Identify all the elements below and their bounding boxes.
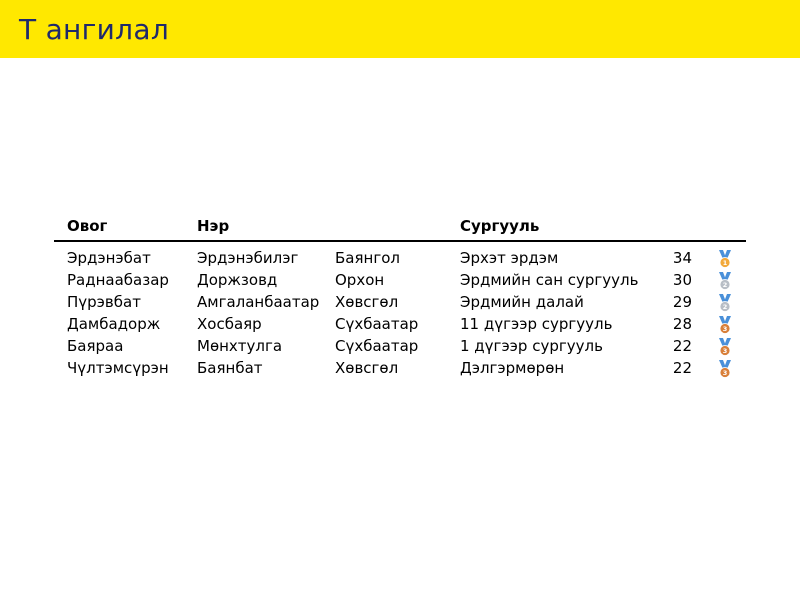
name-cell: Хосбаяр — [197, 315, 262, 333]
table-row — [54, 314, 746, 336]
medal-rank: 2 — [722, 281, 728, 289]
table-header — [54, 213, 746, 242]
medal-icon — [716, 338, 734, 356]
medal-rank: 1 — [722, 259, 728, 267]
table-row — [54, 248, 746, 270]
school-cell: 1 дүгээр сургууль — [460, 337, 603, 355]
surname-cell: Эрдэнэбат — [67, 249, 151, 267]
column-header-name: Нэр — [197, 217, 230, 235]
school-cell: Дэлгэрмөрөн — [460, 359, 565, 377]
aimag-cell: Орхон — [335, 271, 385, 289]
results-table — [54, 213, 746, 380]
table-row — [54, 358, 746, 380]
surname-cell: Баяраа — [67, 337, 124, 355]
score-cell: 28 — [672, 315, 692, 333]
medal-rank: 3 — [722, 369, 728, 377]
school-cell: Эрхэт эрдэм — [460, 249, 559, 267]
aimag-cell: Хөвсгөл — [335, 359, 399, 377]
table-body — [54, 242, 746, 380]
aimag-cell: Сүхбаатар — [335, 337, 419, 355]
name-cell: Баянбат — [197, 359, 263, 377]
aimag-cell: Хөвсгөл — [335, 293, 399, 311]
name-cell: Амгаланбаатар — [197, 293, 320, 311]
surname-cell: Дамбадорж — [67, 315, 161, 333]
medal-icon — [716, 316, 734, 334]
name-cell: Мөнхтулга — [197, 337, 283, 355]
medal-rank: 3 — [722, 325, 728, 333]
medal-rank: 2 — [722, 303, 728, 311]
medal-icon — [716, 294, 734, 312]
medal-icon — [716, 250, 734, 268]
aimag-cell: Сүхбаатар — [335, 315, 419, 333]
medal-rank: 3 — [722, 347, 728, 355]
table-row — [54, 270, 746, 292]
score-cell: 22 — [672, 359, 692, 377]
page-title: Т ангилал — [19, 13, 170, 46]
aimag-cell: Баянгол — [335, 249, 400, 267]
score-cell: 29 — [672, 293, 692, 311]
surname-cell: Раднаабазар — [67, 271, 169, 289]
title-bar — [0, 0, 800, 58]
column-header-surname: Овог — [67, 217, 108, 235]
school-cell: Эрдмийн сан сургууль — [460, 271, 639, 289]
column-header-school: Сургууль — [460, 217, 540, 235]
score-cell: 34 — [672, 249, 692, 267]
medal-icon — [716, 360, 734, 378]
surname-cell: Пүрэвбат — [67, 293, 141, 311]
table-row — [54, 336, 746, 358]
name-cell: Доржзовд — [197, 271, 278, 289]
table-row — [54, 292, 746, 314]
score-cell: 30 — [672, 271, 692, 289]
score-cell: 22 — [672, 337, 692, 355]
school-cell: Эрдмийн далай — [460, 293, 584, 311]
medal-icon — [716, 272, 734, 290]
school-cell: 11 дүгээр сургууль — [460, 315, 613, 333]
surname-cell: Чүлтэмсүрэн — [67, 359, 169, 377]
name-cell: Эрдэнэбилэг — [197, 249, 299, 267]
